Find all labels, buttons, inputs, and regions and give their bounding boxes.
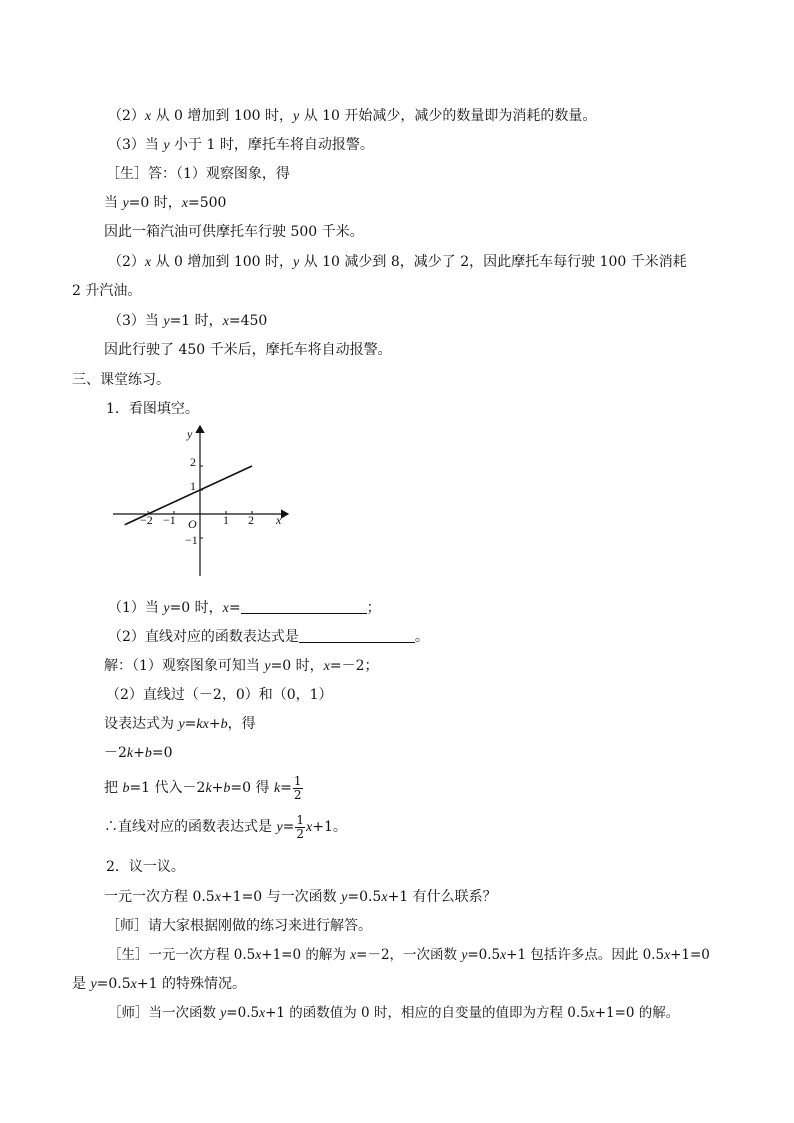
text-line: 当 y=0 时，x=500 xyxy=(104,195,227,211)
fraction: $\frac{1}{2}$ xyxy=(296,812,305,841)
text-line: 解：（1）观察图象可知当 y=0 时，x=－2； xyxy=(104,658,379,674)
text-line: 设表达式为 y=kx+b，得 xyxy=(104,716,256,732)
origin-label: O xyxy=(188,517,197,531)
fraction: $\frac{1}{2}$ xyxy=(293,773,302,802)
answer-blank[interactable] xyxy=(241,599,367,614)
y-tick-label: 2 xyxy=(190,455,196,469)
text-line: －2k+b=0 xyxy=(104,745,173,761)
y-tick-label: 1 xyxy=(190,479,196,493)
section-heading: 三、课堂练习。 xyxy=(72,372,170,388)
text-line: ∴直线对应的函数表达式是 y= $\frac{1}{2}$ x+1。 xyxy=(104,812,347,841)
text-line: 因此一箱汽油可供摩托车行驶 500 千米。 xyxy=(104,224,364,240)
text-line: （3）当 y 小于 1 时，摩托车将自动报警。 xyxy=(108,137,374,153)
x-tick-label: −2 xyxy=(140,513,153,527)
x-tick-label: 1 xyxy=(223,513,229,527)
x-tick-label: −1 xyxy=(163,513,176,527)
text-line: ［师］当一次函数 y=0.5x+1 的函数值为 0 时，相应的自变量的值即为方程 0.5x+1=0 的解。 xyxy=(108,1005,680,1021)
text-line: ［生］一元一次方程 0.5x+1=0 的解为 x=－2，一次函数 y=0.5x+1 包括许多点。因此 0.5x+1=0 xyxy=(108,947,710,963)
text-line: （2）x 从 0 增加到 100 时，y 从 10 减少到 8，减少了 2，因此摩托车每行驶 100 千米消耗 xyxy=(108,254,687,270)
x-axis-label: x xyxy=(276,513,282,527)
text-line: 把 b=1 代入－2k+b=0 得 k= $\frac{1}{2}$ xyxy=(104,773,302,802)
text-line: （3）当 y=1 时，x=450 xyxy=(108,313,268,329)
y-tick-label: −1 xyxy=(185,533,198,547)
text-line: 2 升汽油。 xyxy=(72,283,142,299)
linear-function-graph xyxy=(108,420,294,582)
question-2: （2）直线对应的函数表达式是 。 xyxy=(108,629,429,645)
y-axis-label: y xyxy=(187,427,193,441)
text-line: 是 y=0.5x+1 的特殊情况。 xyxy=(72,976,246,992)
text-line: ［师］请大家根据刚做的练习来进行解答。 xyxy=(106,918,372,934)
x-tick-label: 2 xyxy=(248,513,254,527)
exercise-heading: 2．议一议。 xyxy=(106,859,185,875)
text-line: 因此行驶了 450 千米后，摩托车将自动报警。 xyxy=(104,342,392,358)
text-line: 一元一次方程 0.5x+1=0 与一次函数 y=0.5x+1 有什么联系？ xyxy=(104,889,497,905)
text-line: ［生］答：（1）观察图象，得 xyxy=(106,166,290,182)
question-1: （1）当 y=0 时，x= ； xyxy=(108,600,381,616)
text-line: （2）x 从 0 增加到 100 时，y 从 10 开始减少，减少的数量即为消耗的数量。 xyxy=(108,108,597,124)
text-line: （2）直线过（－2，0）和（0，1） xyxy=(106,687,333,703)
exercise-heading: 1．看图填空。 xyxy=(106,401,199,417)
answer-blank[interactable] xyxy=(299,628,415,643)
